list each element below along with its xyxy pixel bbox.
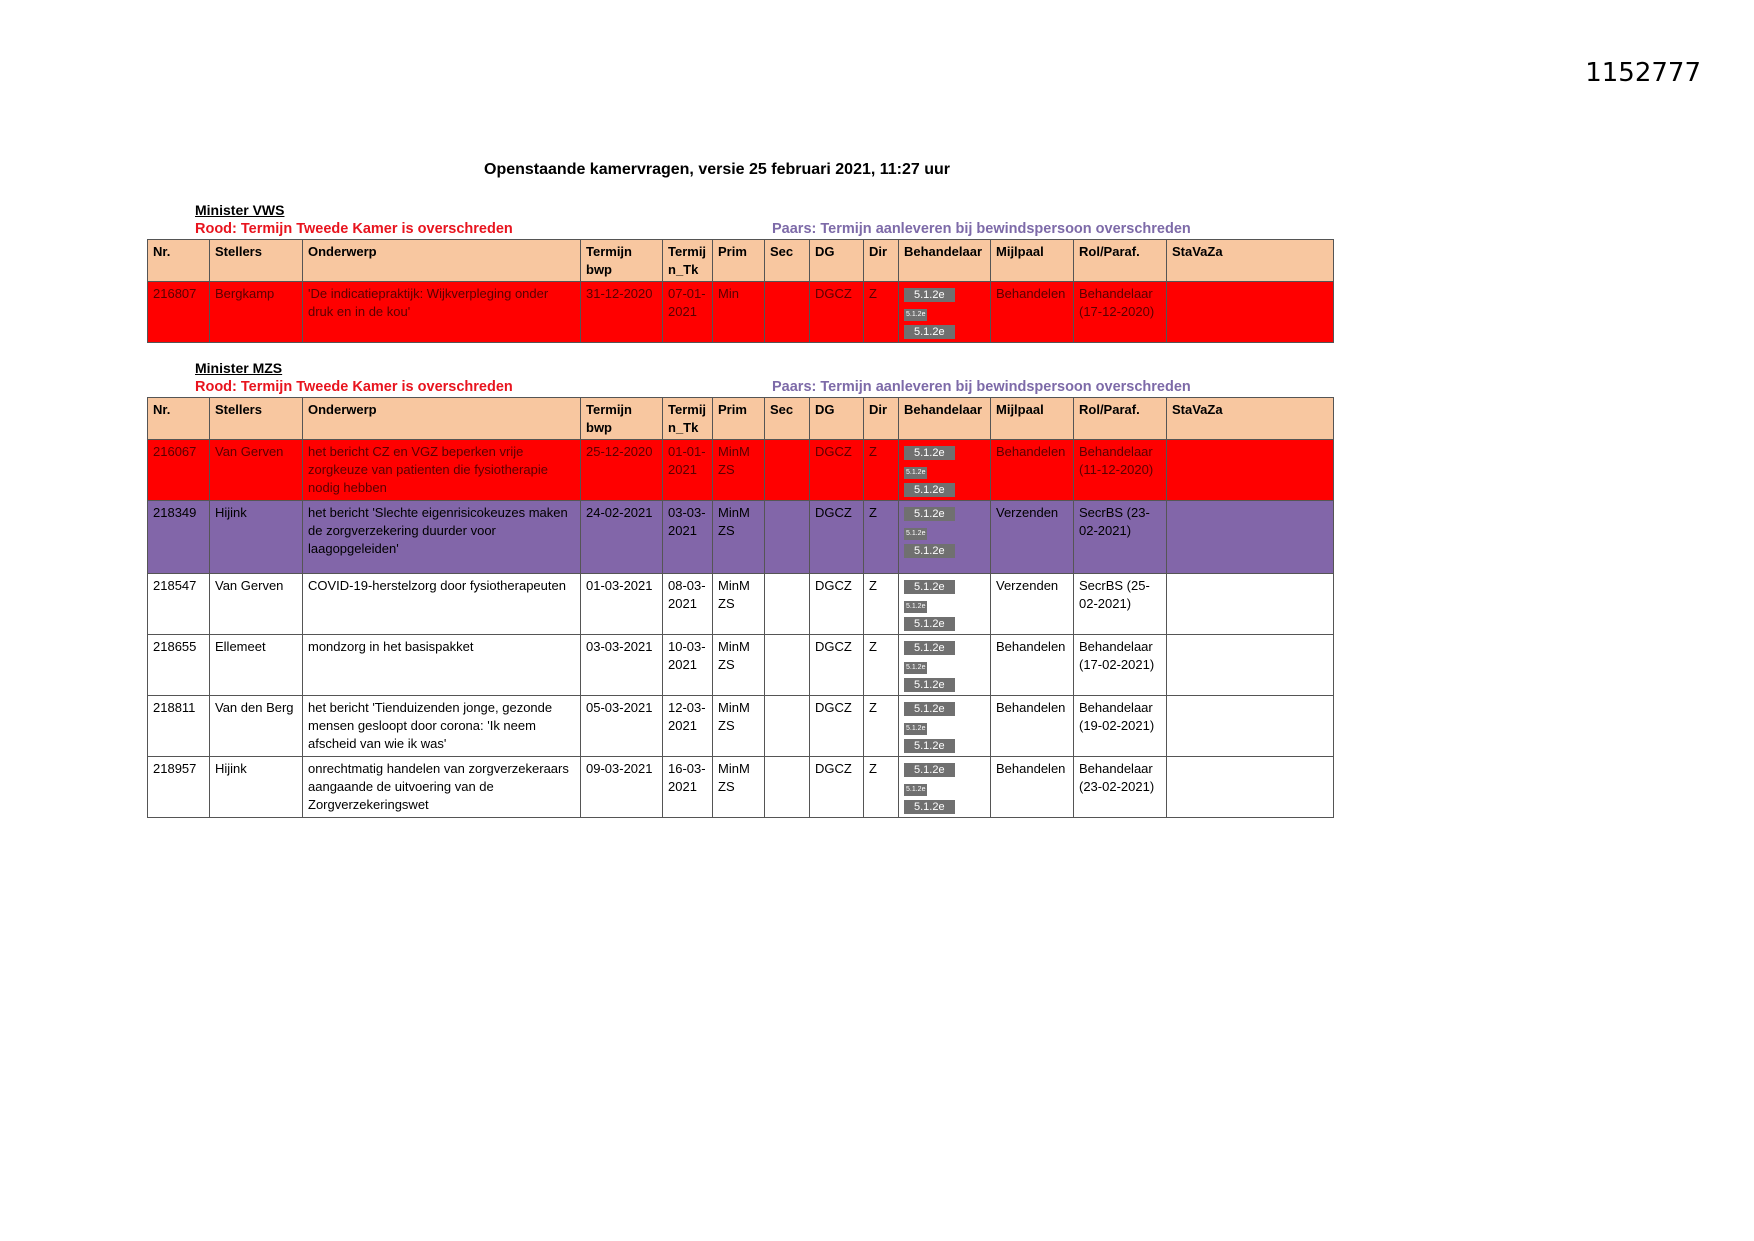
- col-onderwerp: het bericht 'Slechte eigenrisicokeuzes maken de zorgverzekering duurder voor laagopgeleiden': [303, 501, 581, 574]
- col-sec-header: Sec: [765, 240, 810, 282]
- legend: [147, 220, 1333, 239]
- col-nr: 218655: [148, 635, 210, 696]
- legend-purple: Paars: Termijn aanleveren bij bewindspersoon overschreden: [772, 221, 1191, 237]
- col-onderwerp: 'De indicatiepraktijk: Wijkverpleging onder druk en in de kou': [303, 282, 581, 343]
- col-stellers: Hijink: [210, 501, 303, 574]
- redaction-mark: 5.1.2e: [904, 507, 955, 521]
- col-termijn-tk: 16-03-2021: [663, 757, 713, 818]
- col-stellers: Ellemeet: [210, 635, 303, 696]
- col-prim: MinM ZS: [713, 635, 765, 696]
- redaction-mark: 5.1.2e: [904, 678, 955, 692]
- table-row: [148, 635, 1334, 696]
- col-dg: DGCZ: [810, 574, 864, 635]
- col-termijn-bwp: 24-02-2021: [581, 501, 663, 574]
- legend-red: Rood: Termijn Tweede Kamer is overschreden: [195, 221, 513, 237]
- col-stavaza: [1167, 282, 1334, 343]
- col-termijn-bwp: 03-03-2021: [581, 635, 663, 696]
- col-dg: DGCZ: [810, 501, 864, 574]
- col-stavaza: [1167, 501, 1334, 574]
- col-sec: [765, 440, 810, 501]
- col-prim: MinM ZS: [713, 440, 765, 501]
- col-stavaza-header: StaVaZa: [1167, 398, 1334, 440]
- col-stavaza: [1167, 440, 1334, 501]
- col-behandelaar-header: Behandelaar: [899, 398, 991, 440]
- col-stellers-header: Stellers: [210, 398, 303, 440]
- col-dg: DGCZ: [810, 635, 864, 696]
- col-stavaza: [1167, 757, 1334, 818]
- legend-purple: Paars: Termijn aanleveren bij bewindspersoon overschreden: [772, 379, 1191, 395]
- table-row: [148, 574, 1334, 635]
- col-mijlpaal: Behandelen: [991, 635, 1074, 696]
- col-onderwerp: mondzorg in het basispakket: [303, 635, 581, 696]
- col-stellers-header: Stellers: [210, 240, 303, 282]
- col-dir: Z: [864, 501, 899, 574]
- redaction-mark: 5.1.2e: [904, 325, 955, 339]
- col-mijlpaal: Verzenden: [991, 574, 1074, 635]
- col-mijlpaal: Behandelen: [991, 757, 1074, 818]
- redaction-mark: 5.1.2e: [904, 601, 927, 613]
- col-rol-paraf: Behandelaar (23-02-2021): [1074, 757, 1167, 818]
- col-stellers: Van den Berg: [210, 696, 303, 757]
- col-nr: 218811: [148, 696, 210, 757]
- col-dg: DGCZ: [810, 696, 864, 757]
- col-prim: MinM ZS: [713, 696, 765, 757]
- col-onderwerp: het bericht CZ en VGZ beperken vrije zorgkeuze van patienten die fysiotherapie nodig hebben: [303, 440, 581, 501]
- redaction-mark: 5.1.2e: [904, 739, 955, 753]
- col-termijn-tk-header: Termij n_Tk: [663, 240, 713, 282]
- col-onderwerp: COVID-19-herstelzorg door fysiotherapeuten: [303, 574, 581, 635]
- col-termijn-bwp-header: Termijn bwp: [581, 240, 663, 282]
- col-nr-header: Nr.: [148, 398, 210, 440]
- col-dg-header: DG: [810, 398, 864, 440]
- col-termijn-tk: 10-03-2021: [663, 635, 713, 696]
- col-termijn-bwp-header: Termijn bwp: [581, 398, 663, 440]
- col-prim: Min: [713, 282, 765, 343]
- col-termijn-bwp: 01-03-2021: [581, 574, 663, 635]
- redaction-mark: 5.1.2e: [904, 580, 955, 594]
- col-behandelaar: [899, 757, 991, 818]
- col-termijn-tk: 12-03-2021: [663, 696, 713, 757]
- col-behandelaar-header: Behandelaar: [899, 240, 991, 282]
- redaction-mark: 5.1.2e: [904, 528, 927, 540]
- redaction-mark: 5.1.2e: [904, 800, 955, 814]
- table-row: [148, 696, 1334, 757]
- redaction-mark: 5.1.2e: [904, 662, 927, 674]
- col-nr-header: Nr.: [148, 240, 210, 282]
- col-termijn-tk: 03-03-2021: [663, 501, 713, 574]
- redaction-mark: 5.1.2e: [904, 723, 927, 735]
- col-stellers: Van Gerven: [210, 440, 303, 501]
- col-sec: [765, 574, 810, 635]
- col-behandelaar: [899, 696, 991, 757]
- col-dir: Z: [864, 440, 899, 501]
- col-nr: 218547: [148, 574, 210, 635]
- col-dir: Z: [864, 282, 899, 343]
- col-sec: [765, 635, 810, 696]
- col-termijn-bwp: 09-03-2021: [581, 757, 663, 818]
- col-mijlpaal: Behandelen: [991, 282, 1074, 343]
- col-prim: MinM ZS: [713, 501, 765, 574]
- col-nr: 218349: [148, 501, 210, 574]
- redaction-mark: 5.1.2e: [904, 446, 955, 460]
- col-sec: [765, 501, 810, 574]
- table-row: [148, 282, 1334, 343]
- redaction-mark: 5.1.2e: [904, 288, 955, 302]
- col-termijn-tk: 07-01-2021: [663, 282, 713, 343]
- col-dg-header: DG: [810, 240, 864, 282]
- col-dir-header: Dir: [864, 240, 899, 282]
- col-nr: 218957: [148, 757, 210, 818]
- col-sec: [765, 282, 810, 343]
- redaction-mark: 5.1.2e: [904, 309, 927, 321]
- col-mijlpaal-header: Mijlpaal: [991, 398, 1074, 440]
- col-dg: DGCZ: [810, 282, 864, 343]
- col-behandelaar: [899, 440, 991, 501]
- table-row: [148, 757, 1334, 818]
- col-dg: DGCZ: [810, 440, 864, 501]
- col-nr: 216807: [148, 282, 210, 343]
- col-dir: Z: [864, 635, 899, 696]
- section-heading: Minister MZS: [195, 360, 283, 376]
- questions-table: [147, 239, 1334, 343]
- col-dir: Z: [864, 574, 899, 635]
- col-sec: [765, 757, 810, 818]
- col-stavaza: [1167, 635, 1334, 696]
- col-prim-header: Prim: [713, 240, 765, 282]
- col-prim-header: Prim: [713, 398, 765, 440]
- col-termijn-tk: 01-01-2021: [663, 440, 713, 501]
- col-rol-paraf: SecrBS (23-02-2021): [1074, 501, 1167, 574]
- col-mijlpaal: Verzenden: [991, 501, 1074, 574]
- col-behandelaar: [899, 501, 991, 574]
- col-mijlpaal: Behandelen: [991, 696, 1074, 757]
- col-prim: MinM ZS: [713, 574, 765, 635]
- col-rol-paraf: Behandelaar (11-12-2020): [1074, 440, 1167, 501]
- col-rol-paraf-header: Rol/Paraf.: [1074, 240, 1167, 282]
- col-stavaza: [1167, 574, 1334, 635]
- document-number: 1152777: [1585, 58, 1701, 88]
- redaction-mark: 5.1.2e: [904, 702, 955, 716]
- header-row: [148, 240, 1334, 282]
- col-termijn-tk-header: Termij n_Tk: [663, 398, 713, 440]
- redaction-mark: 5.1.2e: [904, 617, 955, 631]
- col-behandelaar: [899, 282, 991, 343]
- col-termijn-tk: 08-03-2021: [663, 574, 713, 635]
- section-minister-mzs: [147, 360, 1333, 818]
- col-mijlpaal-header: Mijlpaal: [991, 240, 1074, 282]
- col-dg: DGCZ: [810, 757, 864, 818]
- col-termijn-bwp: 25-12-2020: [581, 440, 663, 501]
- col-onderwerp: het bericht 'Tienduizenden jonge, gezonde mensen gesloopt door corona: 'Ik neem afscheid van wie ik was': [303, 696, 581, 757]
- col-stavaza-header: StaVaZa: [1167, 240, 1334, 282]
- col-rol-paraf-header: Rol/Paraf.: [1074, 398, 1167, 440]
- col-termijn-bwp: 31-12-2020: [581, 282, 663, 343]
- redaction-mark: 5.1.2e: [904, 641, 955, 655]
- col-dir: Z: [864, 757, 899, 818]
- col-stellers: Van Gerven: [210, 574, 303, 635]
- legend-red: Rood: Termijn Tweede Kamer is overschreden: [195, 379, 513, 395]
- col-sec: [765, 696, 810, 757]
- redaction-mark: 5.1.2e: [904, 467, 927, 479]
- col-stavaza: [1167, 696, 1334, 757]
- col-behandelaar: [899, 635, 991, 696]
- col-dir-header: Dir: [864, 398, 899, 440]
- col-dir: Z: [864, 696, 899, 757]
- col-nr: 216067: [148, 440, 210, 501]
- col-rol-paraf: SecrBS (25-02-2021): [1074, 574, 1167, 635]
- col-behandelaar: [899, 574, 991, 635]
- section-heading: Minister VWS: [195, 202, 285, 218]
- col-mijlpaal: Behandelen: [991, 440, 1074, 501]
- col-onderwerp: onrechtmatig handelen van zorgverzekeraars aangaande de uitvoering van de Zorgverzekeringswet: [303, 757, 581, 818]
- table-row: [148, 440, 1334, 501]
- section-minister-vws: [147, 202, 1333, 343]
- redaction-mark: 5.1.2e: [904, 544, 955, 558]
- col-stellers: Hijink: [210, 757, 303, 818]
- col-onderwerp-header: Onderwerp: [303, 240, 581, 282]
- col-rol-paraf: Behandelaar (17-12-2020): [1074, 282, 1167, 343]
- col-stellers: Bergkamp: [210, 282, 303, 343]
- col-rol-paraf: Behandelaar (17-02-2021): [1074, 635, 1167, 696]
- page-title: Openstaande kamervragen, versie 25 februari 2021, 11:27 uur: [484, 161, 951, 178]
- col-termijn-bwp: 05-03-2021: [581, 696, 663, 757]
- header-row: [148, 398, 1334, 440]
- col-onderwerp-header: Onderwerp: [303, 398, 581, 440]
- questions-table: [147, 397, 1334, 818]
- col-prim: MinM ZS: [713, 757, 765, 818]
- redaction-mark: 5.1.2e: [904, 763, 955, 777]
- redaction-mark: 5.1.2e: [904, 483, 955, 497]
- legend: [147, 378, 1333, 397]
- redaction-mark: 5.1.2e: [904, 784, 927, 796]
- col-rol-paraf: Behandelaar (19-02-2021): [1074, 696, 1167, 757]
- table-row: [148, 501, 1334, 574]
- col-sec-header: Sec: [765, 398, 810, 440]
